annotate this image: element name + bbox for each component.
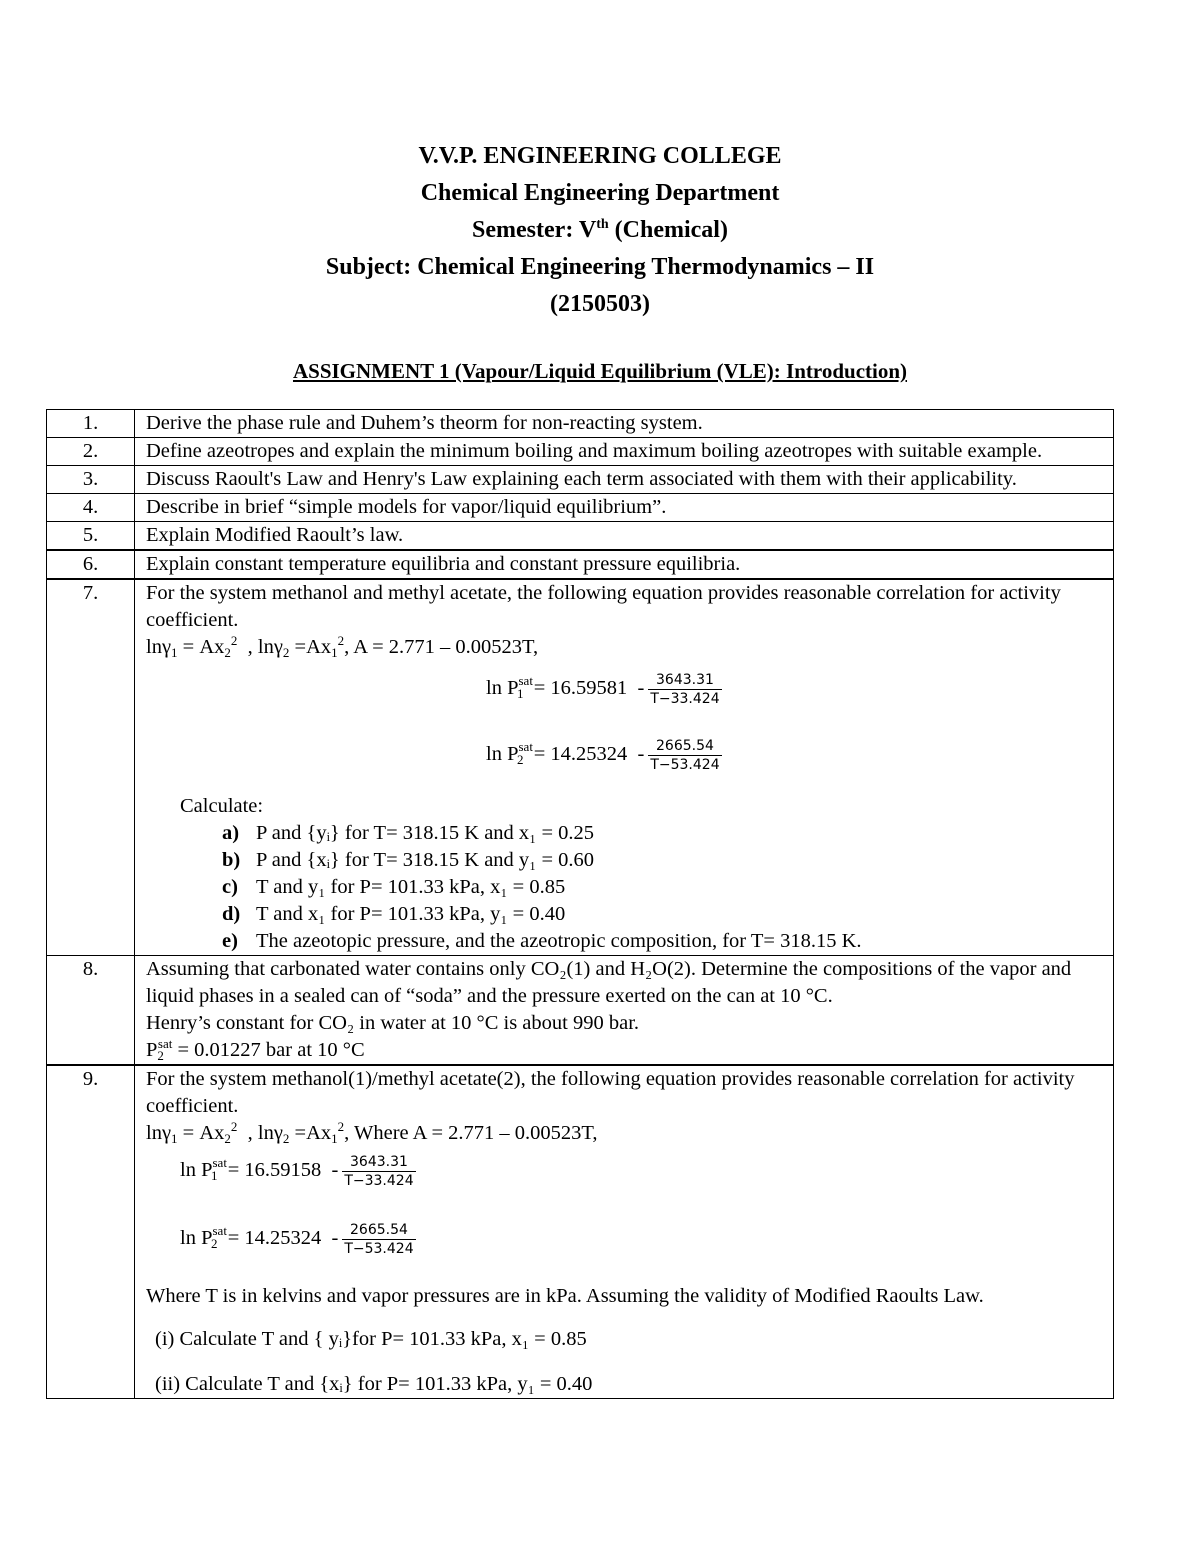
henry-constant: Henry’s constant for CO₂ in water at 10 °C is about 990 bar. — [146, 1012, 640, 1034]
question-number: 3. — [47, 466, 135, 494]
gamma-equation: $\ln\gamma_1 = Ax_2^2$ , $\ln\gamma_2 =Ax_1^2$, A = 2.771 – 0.00523T, — [146, 633, 539, 660]
psat1-equation: $\ln P^{sat}_1 = 16.59158$ - $\frac{3643.31}{T-33.424}$ — [180, 1154, 414, 1189]
question-text: Explain Modified Raoult’s law. — [135, 522, 1114, 551]
question-text: Define azeotropes and explain the minimum boiling and maximum boiling azeotropes with suitable example. — [135, 438, 1114, 466]
sub-question: b) P and {xᵢ} for T= 318.15 K and y₁ = 0.60 — [222, 849, 594, 871]
college-name: V.V.P. ENGINEERING COLLEGE — [418, 143, 782, 169]
question-text: Explain constant temperature equilibria and constant pressure equilibria. — [135, 550, 1114, 579]
sub-question: a) P and {yᵢ} for T= 318.15 K and x₁ = 0.25 — [222, 822, 594, 844]
sub-question-ii: (ii) Calculate T and {xᵢ} for P= 101.33 kPa, y₁ = 0.40 — [155, 1373, 593, 1395]
calculate-label: Calculate: — [180, 795, 264, 817]
question-row-4 — [47, 494, 1114, 522]
psat-value: $P_2^{sat} = 0.01227$ bar at 10 °C — [146, 1036, 365, 1063]
semester-line: Semester: Vth (Chemical) — [472, 217, 728, 243]
question-number: 2. — [47, 438, 135, 466]
department-name: Chemical Engineering Department — [420, 180, 780, 206]
gamma-equation: $\ln\gamma_1 = Ax_2^2$ , $\ln\gamma_2 =Ax_1^2$, Where A = 2.771 – 0.00523T, — [146, 1119, 598, 1146]
question-body — [135, 956, 1114, 1066]
questions-table — [46, 409, 1114, 1399]
question-row-3 — [47, 466, 1114, 494]
psat2-equation: $\ln P^{sat}_2 = 14.25324$ - $\frac{2665.54}{T-53.424}$ — [180, 1222, 414, 1257]
question-number: 8. — [47, 956, 135, 1066]
document-header — [0, 138, 1200, 323]
sub-question-list — [146, 820, 1107, 955]
sub-question-i: (i) Calculate T and { yᵢ}for P= 101.33 kPa, x₁ = 0.85 — [155, 1328, 587, 1350]
question-number: 4. — [47, 494, 135, 522]
question-row-5 — [47, 522, 1114, 551]
question-text: Derive the phase rule and Duhem’s theorm for non-reacting system. — [135, 410, 1114, 438]
sub-question: d) T and x₁ for P= 101.33 kPa, y₁ = 0.40 — [222, 903, 566, 925]
question-row-1 — [47, 410, 1114, 438]
question-intro: For the system methanol and methyl acetate, the following equation provides reasonable correlation for activity coefficient. — [146, 582, 1061, 631]
question-row-9 — [47, 1065, 1114, 1399]
question-row-6 — [47, 550, 1114, 579]
question-row-7 — [47, 579, 1114, 956]
question-number: 1. — [47, 410, 135, 438]
question-number: 5. — [47, 522, 135, 551]
question-body — [135, 1065, 1114, 1399]
question-number: 9. — [47, 1065, 135, 1399]
assignment-title: ASSIGNMENT 1 (Vapour/Liquid Equilibrium (VLE): Introduction) — [292, 359, 908, 383]
question-row-8 — [47, 956, 1114, 1066]
units-note: Where T is in kelvins and vapor pressures are in kPa. Assuming the validity of Modified Raoults Law. — [146, 1285, 984, 1307]
question-intro: Assuming that carbonated water contains only CO₂(1) and H₂O(2). Determine the compositions of the vapor and liquid phases in a sealed can of “soda” and the pressure exerted on the can at 10 °C. — [146, 958, 1072, 1007]
question-body — [135, 579, 1114, 956]
subject-code: (2150503) — [550, 291, 650, 317]
question-row-2 — [47, 438, 1114, 466]
question-text: Describe in brief “simple models for vapor/liquid equilibrium”. — [135, 494, 1114, 522]
psat1-equation: $\ln P^{sat}_1 = 16.59581$ - $\frac{3643.31}{T-33.424}$ — [486, 672, 720, 707]
question-number: 6. — [47, 550, 135, 579]
sub-question: c) T and y₁ for P= 101.33 kPa, x₁ = 0.85 — [222, 876, 566, 898]
psat2-equation: $\ln P^{sat}_2 = 14.25324$ - $\frac{2665.54}{T-53.424}$ — [486, 738, 720, 773]
subject-line: Subject: Chemical Engineering Thermodynamics – II — [325, 254, 875, 280]
question-text: Discuss Raoult's Law and Henry's Law explaining each term associated with them with their applicability. — [135, 466, 1114, 494]
question-number: 7. — [47, 579, 135, 956]
question-intro: For the system methanol(1)/methyl acetate(2), the following equation provides reasonable correlation for activity coefficient. — [146, 1068, 1075, 1117]
sub-question: e) The azeotopic pressure, and the azeotropic composition, for T= 318.15 K. — [222, 930, 862, 952]
